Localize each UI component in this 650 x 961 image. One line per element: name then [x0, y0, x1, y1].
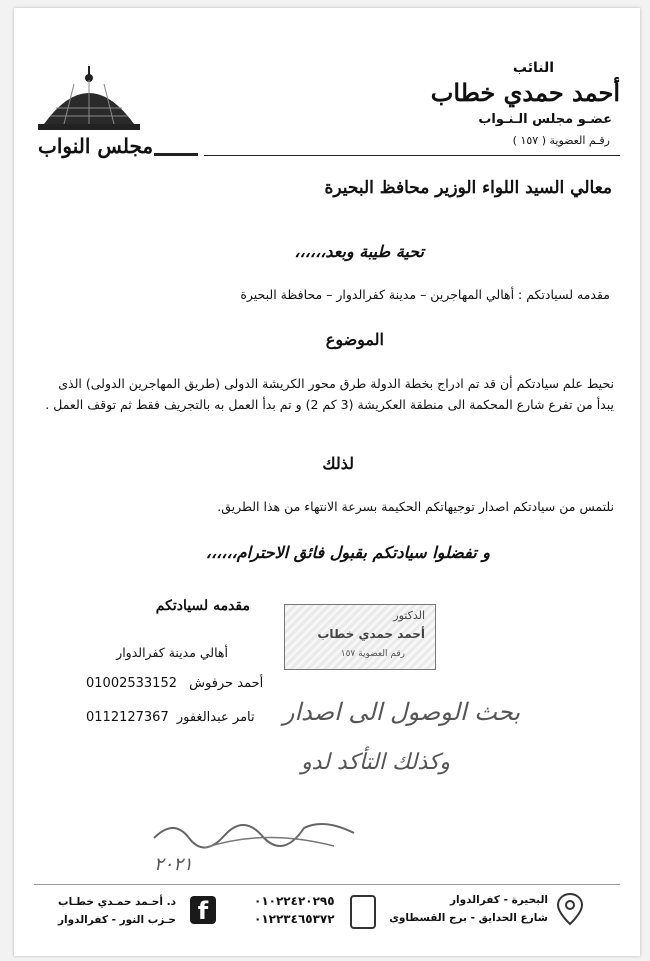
- signature-date: ٢٠٢١: [154, 854, 193, 875]
- person-2: [86, 710, 255, 725]
- footer-address-2: شارع الحدايق - برج القسطاوى: [389, 912, 548, 924]
- footer-phone-1: ٠١٠٢٢٤٢٠٢٩٥: [254, 894, 335, 908]
- person-2-name: تامر عبدالغفور: [176, 710, 255, 725]
- parliament-logo: [34, 64, 154, 174]
- footer-phone-2: ٠١٢٢٣٤٦٥٣٧٢: [254, 912, 335, 926]
- body-line-2: يبدأ من تفرع شارع المحكمة الى منطقة العكريشة (3 كم 2) و تم بدأ العمل به بالتجريف فقط ثم توقف العمل .: [45, 397, 614, 412]
- mp-role: عضـو مجلس الـنـواب: [478, 112, 612, 127]
- request-text: نلتمس من سيادتكم اصدار توجيهاتكم الحكيمة بسرعة الانتهاء من هذا الطريق.: [217, 499, 614, 514]
- footer-fb-name: د. أحـمد حمـدي خطـاب: [58, 896, 176, 908]
- location-pin-icon: [556, 892, 584, 926]
- submitted-by: مقدمه لسيادتكم : أهالي المهاجرين – مدينة كفرالدوار – محافظة البحيرة: [240, 287, 610, 302]
- stamp-line-1: الدكتور: [393, 609, 425, 622]
- footer-address-1: البحيرة - كفرالدوار: [449, 894, 548, 906]
- closing: و تفضلوا سيادتكم بقبول فائق الاحترام،،،،،،: [205, 543, 490, 562]
- residents: أهالي مدينة كفرالدوار: [116, 645, 228, 660]
- person-1: [86, 676, 263, 691]
- therefore-label: لذلك: [322, 454, 354, 473]
- greeting: تحية طيبة وبعد،،،،،،: [294, 242, 424, 261]
- handwriting-line-2: وكذلك التأكد لدو: [301, 750, 450, 775]
- footer-rule: [34, 884, 620, 885]
- header-rule: [204, 155, 620, 156]
- stamp-line-3: رقم العضوية ١٥٧: [340, 649, 405, 659]
- mp-name: أحمد حمدي خطاب: [430, 78, 620, 107]
- official-stamp: [284, 604, 436, 670]
- addressee: معالي السيد اللواء الوزير محافظ البحيرة: [324, 178, 612, 198]
- mp-title: النائب: [512, 60, 554, 76]
- logo-text: مجلس النواب: [38, 134, 154, 158]
- mobile-phone-icon: [350, 895, 376, 929]
- handwriting-line-1: بحث الوصول الى اصدار: [282, 698, 520, 726]
- footer-fb-party: حـزب النور - كفرالدوار: [58, 914, 176, 926]
- stamp-line-2: أحمد حمدي خطاب: [317, 627, 425, 641]
- body-line-1: نحيط علم سيادتكم أن قد تم ادراج بخطة الدولة طرق محور الكريشة الدولى (طريق المهاجرين الدولى) الذى: [58, 376, 614, 391]
- facebook-icon: f: [190, 896, 216, 924]
- person-2-phone: 0112127367: [86, 710, 169, 725]
- membership-number: رقـم العضوية ( ١٥٧ ): [512, 134, 610, 147]
- letter-page: [14, 8, 640, 956]
- subject-label: الموضوع: [325, 330, 384, 349]
- person-1-phone: 01002533152: [86, 676, 177, 691]
- submitted-label: مقدمه لسيادتكم: [155, 598, 250, 614]
- signature-scribble: [144, 808, 374, 888]
- header-rule-short: [154, 153, 198, 156]
- person-1-name: أحمد حرفوش: [189, 676, 264, 691]
